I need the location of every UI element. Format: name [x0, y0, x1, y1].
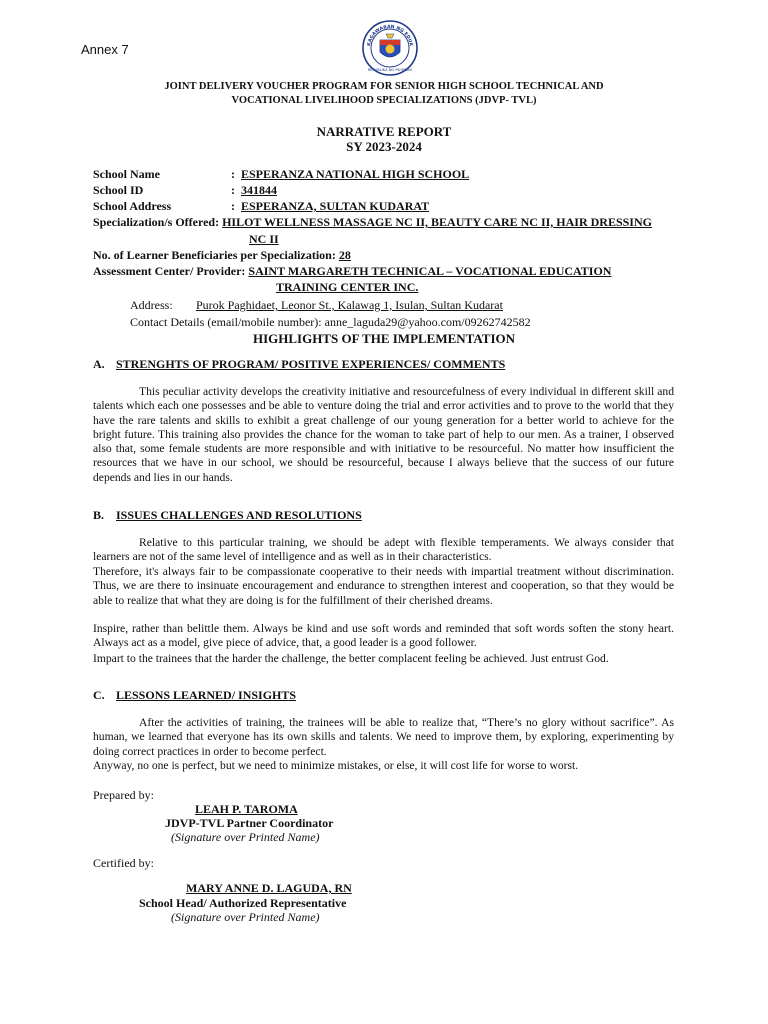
certified-by-note: (Signature over Printed Name) [171, 910, 320, 924]
provider-contact-value: anne_laguda29@yahoo.com/09262742582 [324, 315, 531, 329]
specialization-label: Specialization/s Offered: [93, 215, 220, 229]
school-id-value: 341844 [241, 183, 277, 197]
annex-label: Annex 7 [81, 42, 129, 57]
provider-address-label: Address: [130, 298, 173, 312]
school-id-row: School ID : 341844 [93, 183, 277, 197]
beneficiaries-label: No. of Learner Beneficiaries per Specialization: [93, 248, 336, 262]
section-a-title: STRENGHTS OF PROGRAM/ POSITIVE EXPERIENCES/ COMMENTS [116, 357, 506, 371]
assessment-center-row [93, 263, 683, 279]
highlights-heading: HIGHLIGHTS OF THE IMPLEMENTATION [252, 331, 516, 346]
program-title [140, 80, 628, 108]
program-title-line2: VOCATIONAL LIVELIHOOD SPECIALIZATIONS (JDVP- TVL) [231, 95, 537, 106]
provider-address-value: Purok Paghidaet, Leonor St., Kalawag 1, Isulan, Sultan Kudarat [196, 298, 503, 312]
section-c-heading [93, 688, 296, 703]
school-address-label: School Address [93, 199, 172, 213]
section-c-letter: C. [93, 688, 105, 702]
section-b-paragraph-2: Therefore, it's always fair to be compassionate cooperative to their needs with impartial treatment without discrimination. Thus, we are there to insinuate encouragement and endurance to strengthen interest and cooperation, so that they would be able to realize that what they are doing is for the fulfillment of their cherished dreams. [93, 565, 674, 607]
assessment-center-row-continued [276, 279, 476, 295]
program-title-line1: JOINT DELIVERY VOUCHER PROGRAM FOR SENIOR HIGH SCHOOL TECHNICAL AND [164, 81, 604, 92]
school-id-label: School ID [93, 183, 144, 197]
section-a-paragraph: This peculiar activity develops the creativity initiative and resourcefulness of every individual in different skill and talents which each one possesses and be able to venture doing the trial and error activities and to prove to the world that they have the rare talents and skills to exhibit a great challenge of our young generation for a better world to achieve for the bright future. This training also provides the chance for the woman to take part of help to our men. As a trainer, I observed also that, some female students are more responsible and with initiative to be resourceful. No matter how insufficient the resources that we have in our school, we should be resourceful, because I always believe that the success of our future depends and lies in our hands. [93, 385, 674, 484]
section-c-paragraph-2: Anyway, no one is perfect, but we need to minimize mistakes, or else, it will cost life for worse to worst. [93, 759, 579, 772]
section-c-title: LESSONS LEARNED/ INSIGHTS [116, 688, 297, 702]
certified-by-name: MARY ANNE D. LAGUDA, RN [186, 881, 352, 895]
school-address-value: ESPERANZA, SULTAN KUDARAT [241, 199, 430, 213]
section-b-paragraph-4: Impart to the trainees that the harder the challenge, the better complacent feeling be achieved. Just entrust God. [93, 652, 609, 665]
section-b-title: ISSUES CHALLENGES AND RESOLUTIONS [116, 508, 362, 522]
specialization-row [93, 214, 683, 230]
section-b-letter: B. [93, 508, 105, 522]
specialization-value-line2: NC II [249, 232, 279, 246]
provider-contact-label: Contact Details (email/mobile number): [130, 315, 322, 329]
school-address-row: School Address : ESPERANZA, SULTAN KUDARAT [93, 199, 430, 213]
beneficiaries-row [93, 247, 683, 263]
svg-text:KAGAWARAN NG EDUKASYON: KAGAWARAN NG EDUK [367, 24, 413, 47]
beneficiaries-value: 28 [338, 248, 351, 262]
prepared-by-position: JDVP-TVL Partner Coordinator [165, 816, 334, 830]
section-a-letter: A. [93, 357, 105, 371]
prepared-by-note: (Signature over Printed Name) [171, 830, 320, 844]
assessment-value-line1: SAINT MARGARETH TECHNICAL – VOCATIONAL EDUCATION [248, 264, 612, 278]
section-b-paragraph-3: Inspire, rather than belittle them. Always be kind and use soft words and reminded that soft words soften the stony heart. Always act as a model, give piece of advice, that, a good leader is a good follower. [93, 622, 674, 650]
assessment-value-line2: TRAINING CENTER INC. [276, 280, 419, 294]
prepared-by-label: Prepared by: [93, 788, 154, 802]
school-name-row: School Name : ESPERANZA NATIONAL HIGH SCHOOL [93, 167, 470, 181]
section-b-paragraph-1: Relative to this particular training, we should be adept with flexible temperaments. We always consider that learners are not of the same level of intelligence and as well as in their characteristics. [93, 536, 674, 564]
assessment-label: Assessment Center/ Provider: [93, 264, 246, 278]
certified-by-label: Certified by: [93, 856, 154, 870]
deped-seal-logo [362, 18, 418, 78]
school-name-value: ESPERANZA NATIONAL HIGH SCHOOL [241, 167, 470, 181]
provider-address-row [130, 297, 720, 313]
specialization-row-continued [249, 231, 349, 247]
school-year: SY 2023-2024 [346, 139, 422, 154]
school-name-label: School Name [93, 167, 160, 181]
section-a-heading [93, 357, 505, 372]
section-c-paragraph-1: After the activities of training, the trainees will be able to realize that, “There’s no glory without sacrifice”. As human, we learned that everyone has its own skills and talents. We need to improve them, by exploring, experimenting by doing correct practices in order to become perfect. [93, 716, 674, 758]
certified-by-position: School Head/ Authorized Representative [139, 896, 347, 910]
svg-text:REPUBLIKA NG PILIPINAS: REPUBLIKA NG PILIPINAS [367, 68, 413, 72]
section-b-heading [93, 508, 362, 523]
prepared-by-name: LEAH P. TAROMA [195, 802, 298, 816]
specialization-value-line1: HILOT WELLNESS MASSAGE NC II, BEAUTY CARE NC II, HAIR DRESSING [222, 215, 652, 229]
provider-contact-row [130, 314, 720, 330]
report-title: NARRATIVE REPORT [316, 124, 452, 139]
